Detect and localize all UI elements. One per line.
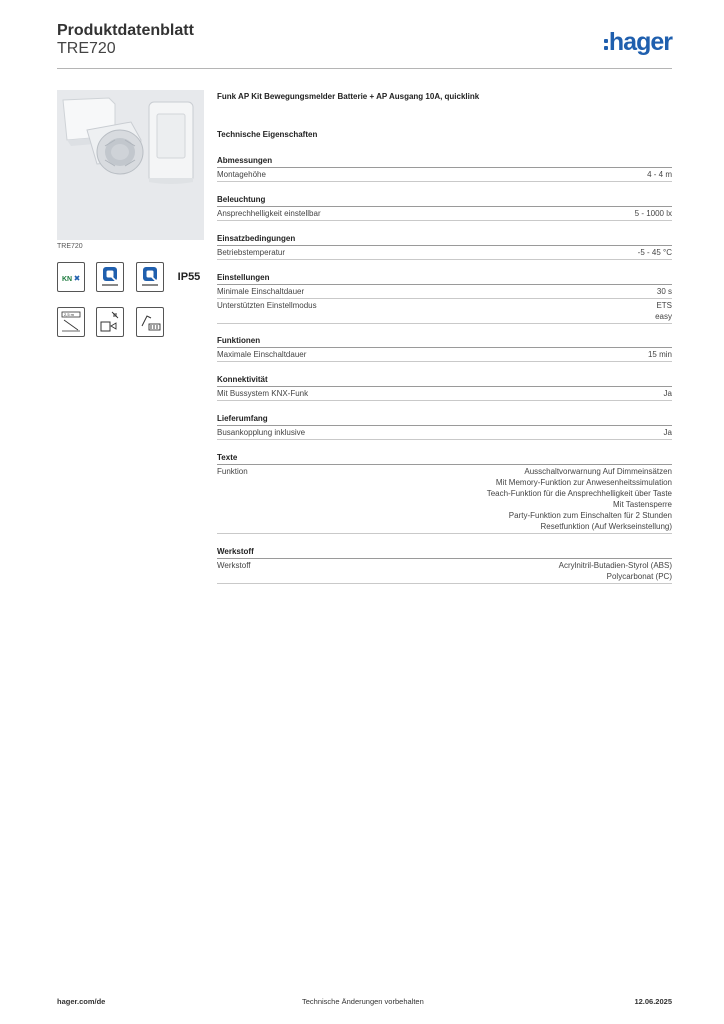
section-werkstoff: Werkstoff Werkstoff Acrylnitril-Butadien-Styrol (ABS) Polycarbonat (PC) xyxy=(217,547,672,584)
section-einstellungen: Einstellungen Minimale Einschaltdauer 30 s Unterstützten Einstellmodus ETS easy xyxy=(217,273,672,324)
hager-logo: hager xyxy=(604,28,672,56)
section-lieferumfang: Lieferumfang Busankopplung inklusive Ja xyxy=(217,414,672,440)
section-texte: Texte Funktion Ausschaltvorwarnung Auf Dimmeinsätzen Mit Memory-Funktion zur Anwesenheitssimulation Teach-Funktion für die Ansprechhelligkeit über Taste Mit Tastensperre Party-Funktion zum Einschalten für 2 Stunden Resetfunktion (Auf Werkseinstellung) xyxy=(217,453,672,534)
section-funktionen: Funktionen Maximale Einschaltdauer 15 min xyxy=(217,336,672,362)
ip55-icon: IP55 xyxy=(177,271,201,283)
section-abmessungen: Abmessungen Montagehöhe 4 - 4 m xyxy=(217,156,672,182)
website-link[interactable]: hager.com/de xyxy=(57,997,106,1006)
product-title: Funk AP Kit Bewegungsmelder Batterie + AP Ausgang 10A, quicklink xyxy=(217,92,480,101)
svg-text:2,5 m: 2,5 m xyxy=(64,312,75,318)
table-row: Maximale Einschaltdauer 15 min xyxy=(217,348,672,362)
table-row: Mit Bussystem KNX-Funk Ja xyxy=(217,387,672,401)
table-row: Betriebstemperatur -5 - 45 °C xyxy=(217,246,672,260)
motion-detector-illustration xyxy=(57,90,204,240)
section-beleuchtung: Beleuchtung Ansprechhelligkeit einstellbar 5 - 1000 lx xyxy=(217,195,672,221)
header-divider xyxy=(57,68,672,69)
table-row: Montagehöhe 4 - 4 m xyxy=(217,168,672,182)
spec-content xyxy=(217,92,672,581)
table-row: Minimale Einschaltdauer 30 s xyxy=(217,285,672,299)
footer-date: 12.06.2025 xyxy=(634,997,672,1006)
table-row: Busankopplung inklusive Ja xyxy=(217,426,672,440)
product-code: TRE720 xyxy=(57,40,116,57)
knx-icon xyxy=(57,262,85,292)
quicklink-icon-1 xyxy=(96,262,124,292)
section-konnektivitaet: Konnektivität Mit Bussystem KNX-Funk Ja xyxy=(217,375,672,401)
svg-text:KN: KN xyxy=(62,276,73,283)
logo-colon-icon xyxy=(604,33,608,51)
table-row: Ansprechhelligkeit einstellbar 5 - 1000 lx xyxy=(217,207,672,221)
section-einsatzbedingungen: Einsatzbedingungen Betriebstemperatur -5 - 45 °C xyxy=(217,234,672,260)
quicklink-icon-2 xyxy=(136,262,164,292)
technical-properties-heading: Technische Eigenschaften xyxy=(217,130,318,139)
product-image xyxy=(57,90,204,240)
spring-terminal-icon xyxy=(96,307,124,337)
footer-notice: Technische Änderungen vorbehalten xyxy=(302,997,424,1006)
mounting-height-icon xyxy=(57,307,85,337)
table-row: Unterstützten Einstellmodus ETS easy xyxy=(217,299,672,324)
battery-icon xyxy=(136,307,164,337)
page-header xyxy=(57,20,672,66)
table-row: Werkstoff Acrylnitril-Butadien-Styrol (ABS) Polycarbonat (PC) xyxy=(217,559,672,584)
image-caption: TRE720 xyxy=(57,243,83,250)
page-title: Produktdatenblatt xyxy=(57,22,194,39)
table-row: Funktion Ausschaltvorwarnung Auf Dimmeinsätzen Mit Memory-Funktion zur Anwesenheitssimulation Teach-Funktion für die Ansprechhelligkeit über Taste Mit Tastensperre Party-Funktion zum Einschalten für 2 Stunden Resetfunktion (Auf Werkseinstellung) xyxy=(217,465,672,534)
